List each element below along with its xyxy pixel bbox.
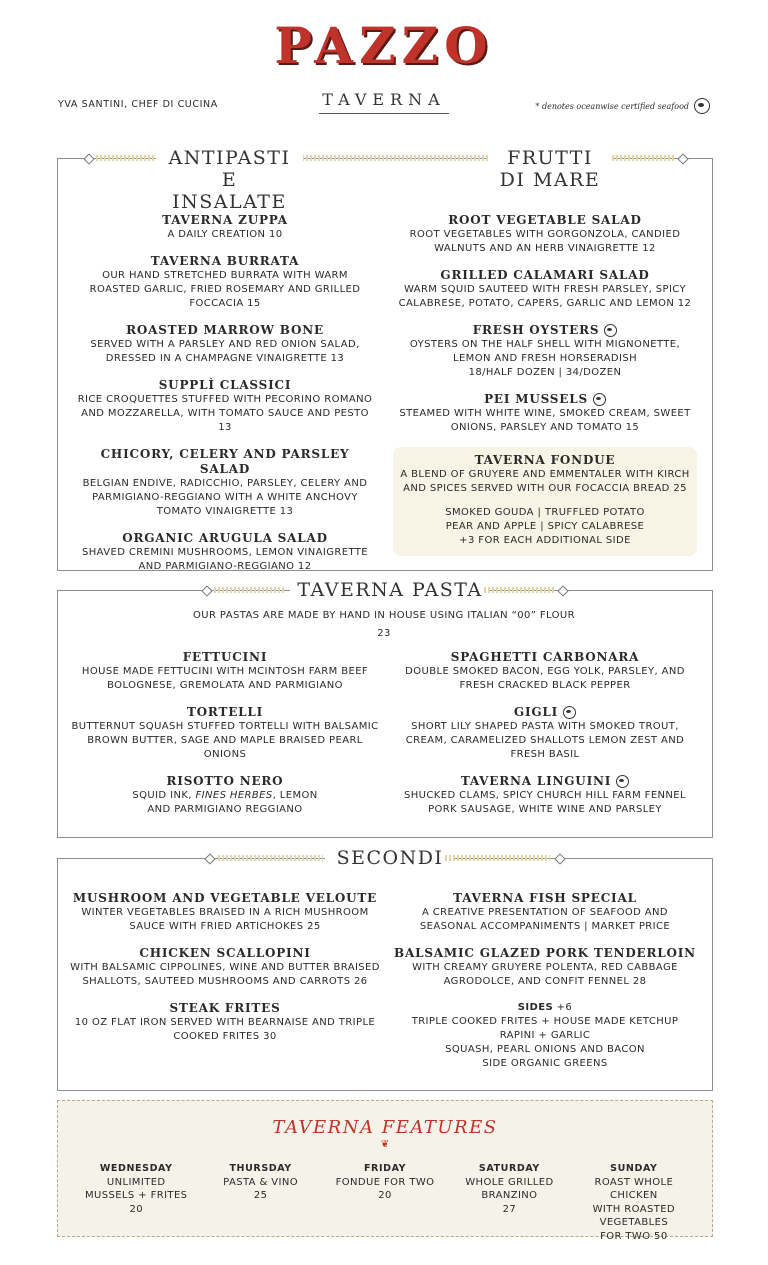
item-desc: ROOT VEGETABLES WITH GORGONZOLA, CANDIED WALNUTS AND AN HERB VINAIGRETTE 12	[409, 229, 681, 254]
frutti-title-line2: DI MARE	[499, 169, 601, 191]
ornament-dots	[218, 855, 323, 861]
item-name: TAVERNA LINGUINI	[460, 774, 612, 788]
feature-day	[323, 1162, 447, 1243]
menu-item	[393, 705, 697, 762]
feature-line: WITH ROASTED VEGETABLES	[592, 1203, 676, 1228]
day-name: FRIDAY	[363, 1163, 407, 1174]
item-name-row	[393, 323, 697, 338]
menu-item	[70, 946, 380, 989]
chef-credit: YVA SANTINI, CHEF DI CUCINA	[58, 99, 218, 110]
side-item: RAPINI + GARLIC	[499, 1030, 591, 1041]
antipasti-title	[156, 147, 303, 213]
desc-part: , LEMON	[272, 790, 318, 801]
logo-rule	[319, 113, 449, 114]
item-name: TAVERNA FONDUE	[474, 453, 616, 467]
item-desc: A BLEND OF GRUYERE AND EMMENTALER WITH KIRCH AND SPICES SERVED WITH OUR FOCACCIA BREAD 25	[400, 469, 690, 494]
oceanwise-note-text: * denotes oceanwise certified seafood	[535, 101, 689, 111]
item-name: STEAK FRITES	[169, 1001, 281, 1015]
item-desc: DOUBLE SMOKED BACON, EGG YOLK, PARSLEY, AND FRESH CRACKED BLACK PEPPER	[405, 666, 685, 691]
secondi-title: SECONDI	[325, 847, 455, 869]
feature-line: PASTA & VINO	[223, 1176, 299, 1188]
ornament-dots	[214, 587, 284, 593]
sides-price: +6	[556, 1002, 573, 1013]
item-name: ORGANIC ARUGULA SALAD	[122, 531, 328, 545]
fondue-feature	[393, 447, 697, 556]
item-name: CHICKEN SCALLOPINI	[139, 946, 311, 960]
menu-item	[393, 392, 697, 435]
feature-line: MUSSELS + FRITES	[84, 1190, 188, 1201]
oceanwise-fish-icon	[563, 706, 576, 719]
menu-item	[75, 378, 375, 435]
menu-item	[75, 447, 375, 519]
features-box	[57, 1100, 713, 1242]
item-name: CHICORY, CELERY AND PARSLEY SALAD	[100, 447, 350, 476]
item-name: GRILLED CALAMARI SALAD	[440, 268, 650, 282]
menu-item	[70, 774, 380, 817]
menu-item	[393, 650, 697, 693]
item-desc: OUR HAND STRETCHED BURRATA WITH WARM ROASTED GARLIC, FRIED ROSEMARY AND GRILLED FOCCACIA 15	[89, 270, 361, 309]
feature-line: BRANZINO	[481, 1190, 538, 1201]
item-name: TORTELLI	[186, 705, 264, 719]
item-desc	[70, 789, 380, 803]
logo-wordmark: PAZZO	[274, 16, 494, 75]
item-name: SUPPLÌ CLASSICI	[158, 378, 292, 392]
feature-day	[447, 1162, 571, 1243]
menu-item	[393, 213, 697, 256]
secondi-left-list	[70, 891, 380, 1056]
day-name: WEDNESDAY	[99, 1163, 173, 1174]
antipasti-title-line2: E INSALATE	[172, 169, 287, 213]
feature-day	[198, 1162, 322, 1243]
feature-line: WHOLE GRILLED	[465, 1176, 554, 1188]
feature-line: UNLIMITED	[106, 1176, 166, 1188]
item-name: TAVERNA BURRATA	[150, 254, 300, 268]
menu-item	[393, 891, 697, 934]
item-name: MUSHROOM AND VEGETABLE VELOUTE	[72, 891, 378, 905]
item-desc: RICE CROQUETTES STUFFED WITH PECORINO ROMANO AND MOZZARELLA, WITH TOMATO SAUCE AND PESTO 13	[77, 394, 373, 433]
item-name: FRESH OYSTERS	[472, 323, 600, 337]
features-days	[74, 1162, 696, 1243]
menu-item	[75, 213, 375, 242]
item-desc: SHORT LILY SHAPED PASTA WITH SMOKED TROUT, CREAM, CARAMELIZED SHALLOTS LEMON ZEST AND FRESH BASIL	[405, 721, 685, 760]
fondue-option: SMOKED GOUDA | TRUFFLED POTATO	[445, 507, 645, 518]
pasta-note: OUR PASTAS ARE MADE BY HAND IN HOUSE USING ITALIAN “00” FLOUR	[193, 610, 575, 621]
menu-item	[70, 705, 380, 762]
item-desc: HOUSE MADE FETTUCINI WITH MCINTOSH FARM BEEF BOLOGNESE, GREMOLATA AND PARMIGIANO	[81, 666, 369, 691]
feature-line: ROAST WHOLE CHICKEN	[594, 1176, 674, 1201]
item-name: ROOT VEGETABLE SALAD	[448, 213, 642, 227]
item-desc: 10 OZ FLAT IRON SERVED WITH BEARNAISE AND TRIPLE COOKED FRITES 30	[74, 1017, 376, 1042]
oceanwise-fish-icon	[694, 98, 710, 114]
menu-item	[75, 254, 375, 311]
antipasti-title-line1: ANTIPASTI	[168, 147, 291, 169]
item-desc: OYSTERS ON THE HALF SHELL WITH MIGNONETTE, LEMON AND FRESH HORSERADISH	[409, 339, 681, 364]
desc-part: SQUID INK,	[132, 790, 196, 801]
sides-heading	[393, 1001, 697, 1015]
pasta-price: 23	[377, 628, 391, 639]
logo-subtitle: TAVERNA	[322, 90, 446, 109]
sides-block	[393, 1001, 697, 1071]
pasta-title: TAVERNA PASTA	[290, 579, 490, 601]
item-desc: SHUCKED CLAMS, SPICY CHURCH HILL FARM FENNEL PORK SAUSAGE, WHITE WINE AND PARSLEY	[404, 790, 686, 815]
item-name-row	[393, 774, 697, 789]
sides-label: SIDES	[517, 1002, 554, 1013]
frutti-list	[393, 213, 697, 556]
item-desc: BELGIAN ENDIVE, RADICCHIO, PARSLEY, CELERY AND PARMIGIANO-REGGIANO WITH A WHITE ANCHOVY TOMATO VINAIGRETTE 13	[82, 478, 368, 517]
fondue-option: PEAR AND APPLE | SPICY CALABRESE	[445, 521, 645, 532]
features-title: TAVERNA FEATURES	[272, 1117, 498, 1138]
day-name: SUNDAY	[610, 1163, 658, 1174]
menu-item	[70, 891, 380, 934]
item-desc: A CREATIVE PRESENTATION OF SEAFOOD AND SEASONAL ACCOMPANIMENTS | MARKET PRICE	[419, 907, 671, 932]
menu-item	[393, 946, 697, 989]
feature-day	[572, 1162, 696, 1243]
item-name: GIGLI	[513, 705, 559, 719]
item-name: TAVERNA ZUPPA	[162, 213, 288, 227]
feature-line: FOR TWO 50	[600, 1230, 668, 1242]
ornament-dots	[484, 587, 554, 593]
feature-line: 27	[502, 1203, 517, 1215]
pasta-right-list	[393, 650, 697, 829]
item-desc: WINTER VEGETABLES BRAISED IN A RICH MUSHROOM SAUCE WITH FRIED ARTICHOKES 25	[81, 907, 369, 932]
menu-item	[393, 774, 697, 817]
item-desc: AND PARMIGIANO REGGIANO	[147, 804, 303, 815]
item-desc: STEAMED WITH WHITE WINE, SMOKED CREAM, SWEET ONIONS, PARSLEY AND TOMATO 15	[399, 408, 691, 433]
item-desc: WITH CREAMY GRUYERE POLENTA, RED CABBAGE AGRODOLCE, AND CONFIT FENNEL 28	[412, 962, 678, 987]
item-desc: A DAILY CREATION 10	[167, 229, 283, 240]
desc-italic: FINES HERBES	[195, 790, 273, 801]
item-desc: SHAVED CREMINI MUSHROOMS, LEMON VINAIGRETTE AND PARMIGIANO-REGGIANO 12	[81, 547, 369, 572]
item-name: PEI MUSSELS	[484, 392, 588, 406]
item-name: SPAGHETTI CARBONARA	[450, 650, 640, 664]
menu-item	[393, 268, 697, 311]
ornament-dots	[96, 155, 156, 161]
feature-day	[74, 1162, 198, 1243]
item-name: FETTUCINI	[182, 650, 268, 664]
side-item: TRIPLE COOKED FRITES + HOUSE MADE KETCHUP	[411, 1016, 679, 1027]
ornament-dots	[290, 155, 500, 161]
ornament-dots	[445, 855, 550, 861]
item-desc: BUTTERNUT SQUASH STUFFED TORTELLI WITH BALSAMIC BROWN BUTTER, SAGE AND MAPLE BRAISED PEARL ONIONS	[71, 721, 379, 760]
item-desc: WARM SQUID SAUTEED WITH FRESH PARSLEY, SPICY CALABRESE, POTATO, CAPERS, GARLIC AND LEMON 12	[398, 284, 692, 309]
oceanwise-fish-icon	[604, 324, 617, 337]
item-desc: WITH BALSAMIC CIPPOLINES, WINE AND BUTTER BRAISED SHALLOTS, SAUTEED MUSHROOMS AND CARROTS 26	[70, 962, 380, 987]
features-ornament-icon: ❦	[380, 1139, 390, 1150]
item-name-row	[393, 705, 697, 720]
menu-item	[393, 323, 697, 380]
oceanwise-fish-icon	[616, 775, 629, 788]
secondi-right-list	[393, 891, 697, 1083]
item-name: BALSAMIC GLAZED PORK TENDERLOIN	[394, 946, 696, 960]
oceanwise-fish-icon	[593, 393, 606, 406]
oceanwise-note	[535, 98, 710, 114]
feature-line: 20	[378, 1190, 392, 1201]
item-name-row	[393, 392, 697, 407]
menu-item	[70, 650, 380, 693]
day-name: THURSDAY	[229, 1163, 292, 1174]
feature-line: 20	[129, 1203, 143, 1215]
item-name: ROASTED MARROW BONE	[126, 323, 324, 337]
feature-line: 25	[253, 1190, 268, 1201]
fondue-extra: +3 FOR EACH ADDITIONAL SIDE	[459, 535, 631, 546]
menu-item	[70, 1001, 380, 1044]
day-name: SATURDAY	[478, 1163, 540, 1174]
antipasti-list	[75, 213, 375, 586]
item-desc: SERVED WITH A PARSLEY AND RED ONION SALAD, DRESSED IN A CHAMPAGNE VINAIGRETTE 13	[90, 339, 360, 364]
item-name: TAVERNA FISH SPECIAL	[453, 891, 637, 905]
side-item: SQUASH, PEARL ONIONS AND BACON	[445, 1044, 645, 1055]
item-name: RISOTTO NERO	[166, 774, 284, 788]
frutti-title-line1: FRUTTI	[507, 147, 593, 169]
pasta-left-list	[70, 650, 380, 829]
menu-item	[75, 531, 375, 574]
side-item: SIDE ORGANIC GREENS	[482, 1058, 608, 1069]
frutti-title	[488, 147, 612, 191]
menu-item	[75, 323, 375, 366]
feature-line: FONDUE FOR TWO	[335, 1176, 435, 1188]
item-price: 18/HALF DOZEN | 34/DOZEN	[468, 367, 622, 378]
